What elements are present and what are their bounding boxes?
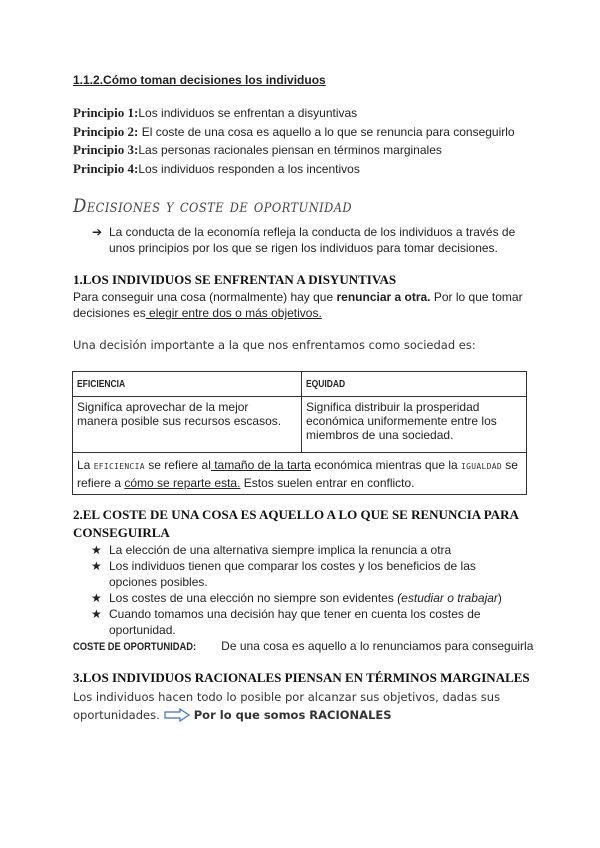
- principle-4: [73, 160, 515, 179]
- arrow-text-line: unos principios por los que se rigen los individuos para tomar decisiones.: [109, 241, 498, 255]
- list-item: ★ Cuando tomamos una decisión hay que tener en cuenta los costes de oportunidad.: [91, 607, 481, 637]
- principle-label: Principio 2:: [73, 123, 139, 139]
- principle-2: [73, 123, 515, 142]
- table-cell-equidad: Significa distribuir la prosperidad económica uniformemente entre los miembros de una sociedad.: [302, 397, 527, 453]
- star-icon: ★: [91, 607, 102, 621]
- principle-text: Los individuos se enfrentan a disyuntivas: [138, 106, 358, 120]
- table-cell-eficiencia: Significa aprovechar de la mejor manera posible sus recursos escasos.: [73, 397, 302, 453]
- star-icon: ★: [91, 559, 102, 573]
- arrow-icon: ➔: [92, 225, 103, 239]
- s1-text: Por lo que tomar: [430, 290, 523, 304]
- table-header-eficiencia: EFICIENCIA: [73, 372, 302, 397]
- opportunity-cost-definition: [73, 638, 533, 655]
- section-heading: 1.1.2.Cómo toman decisiones los individuos: [73, 73, 326, 87]
- comparison-table: [72, 371, 527, 495]
- section-3-title: 3.LOS INDIVIDUOS RACIONALES PIENSAN EN TÉRMINOS MARGINALES: [73, 670, 530, 685]
- section-2-title: 2.EL COSTE DE UNA COSA ES AQUELLO A LO QUE SE RENUNCIA PARA CONSEGUIRLA: [73, 507, 519, 540]
- definition-label: COSTE DE OPORTUNIDAD:: [73, 641, 197, 653]
- star-icon: ★: [91, 591, 102, 605]
- handwritten-igualdad: IGUALDAD: [461, 462, 502, 471]
- principles-list: [73, 104, 515, 178]
- principle-text: Las personas racionales piensan en términos marginales: [138, 143, 442, 157]
- decision-text: Una decisión importante a la que nos enfrentamos como sociedad es:: [73, 338, 476, 352]
- list-item: ★ La elección de una alternativa siempre implica la renuncia a otra: [91, 543, 452, 557]
- s1-bold: renunciar a otra.: [336, 290, 431, 304]
- star-icon: ★: [91, 543, 102, 557]
- s1-underlined: elegir entre dos o más objetivos.: [145, 306, 322, 320]
- principle-text: El coste de una cosa es aquello a lo que se renuncia para conseguirlo: [138, 124, 515, 139]
- principle-label: Principio 3:: [73, 142, 139, 157]
- s1-text: decisiones es: [73, 306, 146, 320]
- table-footer: La EFICIENCIA se refiere al tamaño de la tarta económica mientras que la IGUALDAD se refiere a cómo se reparte esta. Estos suelen entrar en conflicto.: [73, 453, 527, 495]
- principle-label: Principio 1:: [73, 105, 139, 120]
- definition-text: De una cosa es aquello a lo renunciamos para conseguirla: [217, 639, 534, 653]
- principle-text: Los individuos responden a los incentivos: [138, 161, 360, 176]
- arrow-text-line: La conducta de la economía refleja la conducta de los individuos a través de: [109, 225, 516, 239]
- list-item: ★ Los individuos tienen que comparar los costes y los beneficios de las opciones posibles.: [91, 559, 476, 589]
- section-2-bullets: [91, 542, 531, 638]
- principle-1: [73, 104, 515, 123]
- section-1-body: [73, 289, 523, 321]
- section-3-body: Los individuos hacen todo lo posible por alcanzar sus objetivos, dadas sus oportunidades. Por lo que somos RACIONALES: [73, 690, 501, 722]
- arrow-text: [109, 224, 515, 256]
- principle-3: [73, 141, 515, 160]
- principle-label: Principio 4:: [73, 160, 139, 176]
- rational-conclusion: Por lo que somos RACIONALES: [193, 708, 392, 722]
- handwritten-eficiencia: EFICIENCIA: [93, 462, 145, 471]
- s1-text: Para conseguir una cosa (normalmente) hay que: [73, 290, 337, 304]
- table-header-equidad: EQUIDAD: [302, 372, 527, 397]
- list-item: ★ Los costes de una elección no siempre son evidentes (estudiar o trabajar): [91, 591, 502, 605]
- section-1-title: 1.LOS INDIVIDUOS SE ENFRENTAN A DISYUNTIVAS: [73, 272, 397, 287]
- right-arrow-icon: [164, 708, 190, 722]
- underlined-text: cómo se reparte esta.: [124, 476, 241, 490]
- underlined-text: tamaño de la tarta: [210, 458, 311, 472]
- decorative-title: Decisiones y coste de oportunidad: [73, 195, 353, 217]
